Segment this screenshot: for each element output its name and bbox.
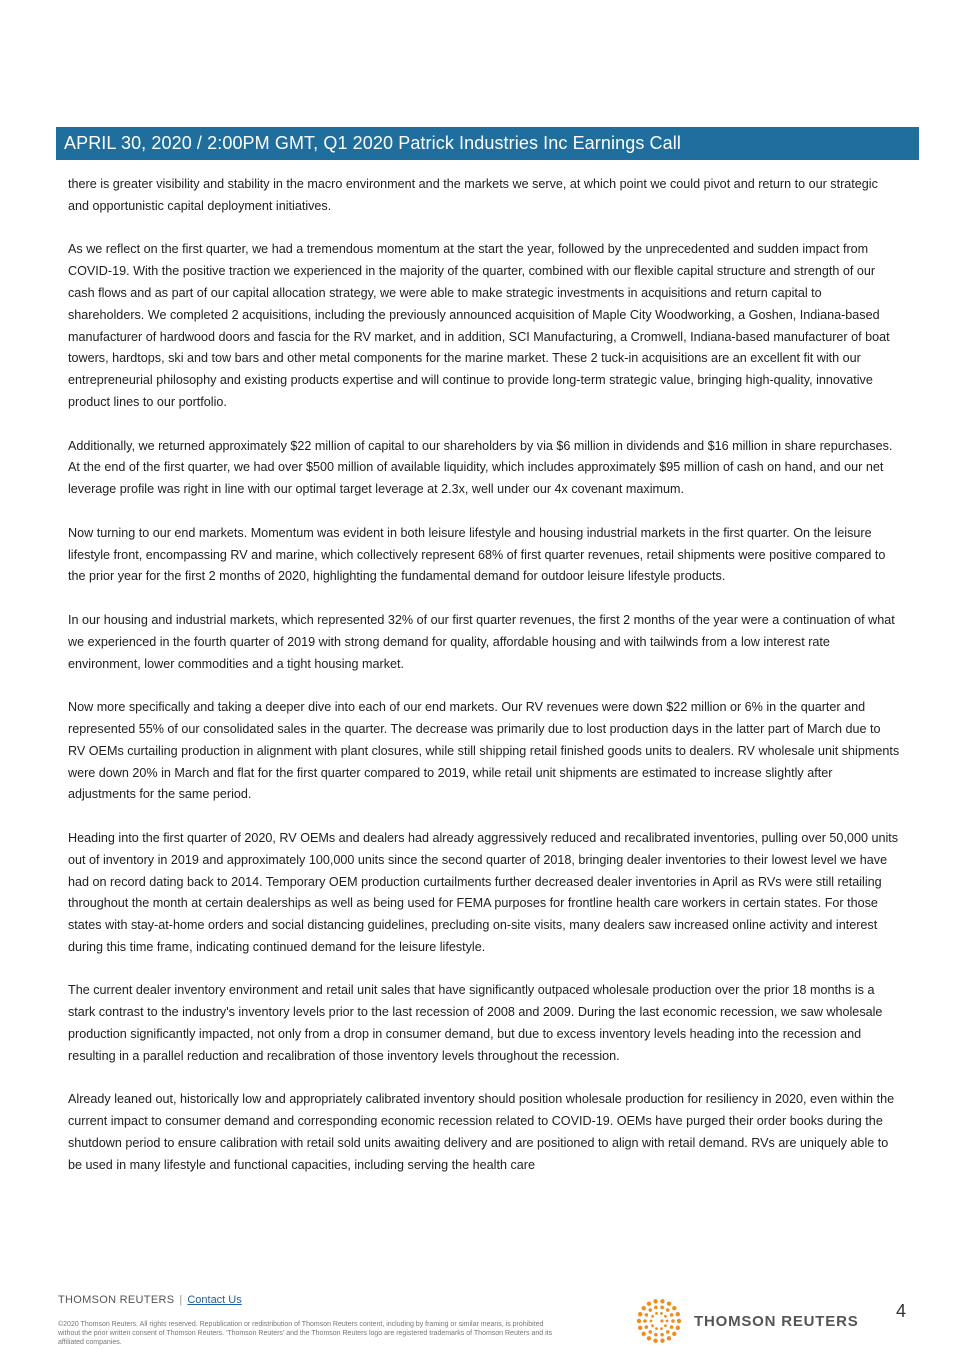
paragraph: Already leaned out, historically low and appropriately calibrated inventory should position wholesale production for resiliency in 2020, even within the current impact to consumer demand and corresponding economic recession related to COVID-19. OEMs have purged their order books during the shutdown period to ensure calibration with retail sold units awaiting delivery and are positioned to align with retail demand. RVs are uniquely able to be used in many lifestyle and functional capacities, including serving the health care — [68, 1092, 895, 1172]
logo-dot — [651, 1315, 654, 1318]
paragraph: there is greater visibility and stability in the macro environment and the markets we serve, at which point we could pivot and return to our strategic and opportunistic capital deployment initiatives. — [68, 177, 878, 213]
logo-dot — [655, 1312, 658, 1315]
footer-brand: THOMSON REUTERS — [58, 1294, 175, 1306]
copyright-notice: ©2020 Thomson Reuters. All rights reserved. Republication or redistribution of Thomson Reuters content, including by framing or similar means, is prohibited without the prior written consent of Thomson Reuters. 'Thomson Reuters' and the Thomson Reuters logo are registered trademarks of Thomson Reuters and its affiliated companies. — [58, 1321, 553, 1346]
logo-dot — [670, 1313, 674, 1317]
logo-dot — [654, 1333, 658, 1337]
logo-dot — [655, 1327, 658, 1330]
logo-dot — [653, 1299, 657, 1303]
logo-dot — [637, 1319, 641, 1323]
footer-brand-line — [58, 1294, 242, 1306]
paragraph: Additionally, we returned approximately $22 million of capital to our shareholders by via $6 million in dividends and $16 million in share repurchases. At the end of the first quarter, we had over $500 million of available liquidity, which includes approximately $95 million of cash on hand, and our net leverage profile was right in line with our optimal target leverage at 2.3x, well under our 4x covenant maximum. — [68, 438, 893, 497]
document-title: APRIL 30, 2020 / 2:00PM GMT, Q1 2020 Patrick Industries Inc Earnings Call — [64, 133, 681, 153]
logo-dot — [643, 1319, 647, 1323]
page-number: 4 — [896, 1301, 907, 1321]
logo-dot — [641, 1332, 645, 1336]
document-header-bar — [56, 127, 919, 160]
logo-dot — [645, 1325, 649, 1329]
thomson-reuters-logo — [636, 1296, 876, 1346]
logo-dot — [664, 1324, 667, 1327]
logo-dot — [660, 1306, 664, 1310]
logo-dot — [660, 1312, 663, 1315]
logo-dot — [671, 1319, 675, 1323]
logo-dot — [672, 1306, 676, 1310]
reuters-dots-logo-icon — [636, 1298, 682, 1344]
logo-dot — [672, 1332, 676, 1336]
logo-dot — [667, 1336, 671, 1340]
logo-dot — [647, 1336, 651, 1340]
paragraph: The current dealer inventory environment and retail unit sales that have significantly outpaced wholesale production over the prior 18 months is a stark contrast to the industry's inventory levels prior to the last recession of 2008 and 2009. During the last economic recession, we saw wholesale production significantly impacted, not only from a drop in consumer demand, but due to excess inventory levels heading into the recession and resulting in a parallel reduction and recalibration of those inventory levels throughout the recession. — [68, 983, 883, 1063]
logo-dot — [651, 1324, 654, 1327]
logo-dot — [677, 1319, 681, 1323]
logo-dot — [660, 1333, 664, 1337]
footer-separator: | — [179, 1294, 183, 1306]
paragraph: Heading into the first quarter of 2020, RV OEMs and dealers had already aggressively reduced and recalibrated inventories, pulling over 50,000 units out of inventory in 2019 and approximately 100,000 units since the second quarter of 2018, bringing dealer inventories to their lowest level we have had on record dating back to 2014. Temporary OEM production curtailments further decreased dealer inventories in April as RVs were still retailing throughout the month at certain dealerships as well as being used for FEMA purposes for frontline health care workers in certain states. For those states with stay-at-home orders and social distancing guidelines, precluding on-site visits, many dealers saw increased online activity and interest during this time frame, indicating continued demand for the leisure lifestyle. — [68, 830, 899, 954]
logo-dot — [653, 1338, 657, 1342]
logo-dot — [638, 1312, 642, 1316]
contact-us-link[interactable]: Contact Us — [187, 1294, 242, 1306]
logo-dot — [650, 1320, 653, 1323]
paragraph: In our housing and industrial markets, which represented 32% of our first quarter revenues, the first 2 months of the year were a continuation of what we experienced in the fourth quarter of 2019 with strong demand for quality, affordable housing and with tailwinds from a low interest rate environment, lower commodities and a tight housing market. — [68, 612, 895, 671]
paragraph: Now more specifically and taking a deeper dive into each of our end markets. Our RV revenues were down $22 million or 6% in the quarter and represented 55% of our consolidated sales in the quarter. The decrease was primarily due to lost production days in the latter part of March due to RV OEMs curtailing production in alignment with plant closures, while still shipping retail finished goods units to dealers. RV wholesale unit shipments were down 20% in March and flat for the first quarter compared to 2019, while retail unit shipments are estimated to increase slightly after adjustments for the same period. — [68, 700, 900, 802]
logo-dot — [670, 1325, 674, 1329]
logo-dot — [660, 1299, 664, 1303]
logo-dot — [676, 1312, 680, 1316]
logo-dot — [676, 1326, 680, 1330]
logo-dot — [664, 1315, 667, 1318]
logo-dot — [660, 1319, 663, 1322]
logo-dot — [666, 1308, 670, 1312]
logo-dot — [654, 1306, 658, 1310]
transcript-body — [68, 174, 900, 1198]
logo-dot — [638, 1326, 642, 1330]
logo-wordmark: THOMSON REUTERS — [694, 1312, 859, 1330]
logo-dot — [660, 1327, 663, 1330]
logo-dot — [660, 1338, 664, 1342]
logo-dot — [648, 1330, 652, 1334]
logo-dot — [666, 1320, 669, 1323]
paragraph: Now turning to our end markets. Momentum was evident in both leisure lifestyle and housing industrial markets in the first quarter. On the leisure lifestyle front, encompassing RV and marine, which collectively represent 68% of first quarter revenues, retail shipments were positive compared to the prior year for the first 2 months of 2020, highlighting the fundamental demand for outdoor leisure lifestyle products. — [68, 525, 886, 584]
logo-dot — [648, 1308, 652, 1312]
paragraph: As we reflect on the first quarter, we had a tremendous momentum at the start the year, followed by the unprecedented and sudden impact from COVID-19. With the positive traction we experienced in the majority of the quarter, combined with our flexible capital structure and strength of our cash flows and as part of our capital allocation strategy, we were able to make strategic investments in acquisitions and return capital to shareholders. We completed 2 acquisitions, including the previously announced acquisition of Maple City Woodworking, a Goshen, Indiana-based manufacturer of hardwood doors and fascia for the RV market, and in addition, SCI Manufacturing, a Cromwell, Indiana-based manufacturer of boat towers, hardtops, ski and tow bars and other metal components for the marine market. These 2 tuck-in acquisitions are an excellent fit with our entrepreneurial philosophy and existing products expertise and will continue to provide long-term strategic value, bringing high-quality, innovative product lines to our portfolio. — [68, 242, 890, 409]
logo-dot — [645, 1313, 649, 1317]
logo-dot — [641, 1306, 645, 1310]
logo-dot — [667, 1301, 671, 1305]
logo-dot — [647, 1301, 651, 1305]
logo-dot — [666, 1330, 670, 1334]
